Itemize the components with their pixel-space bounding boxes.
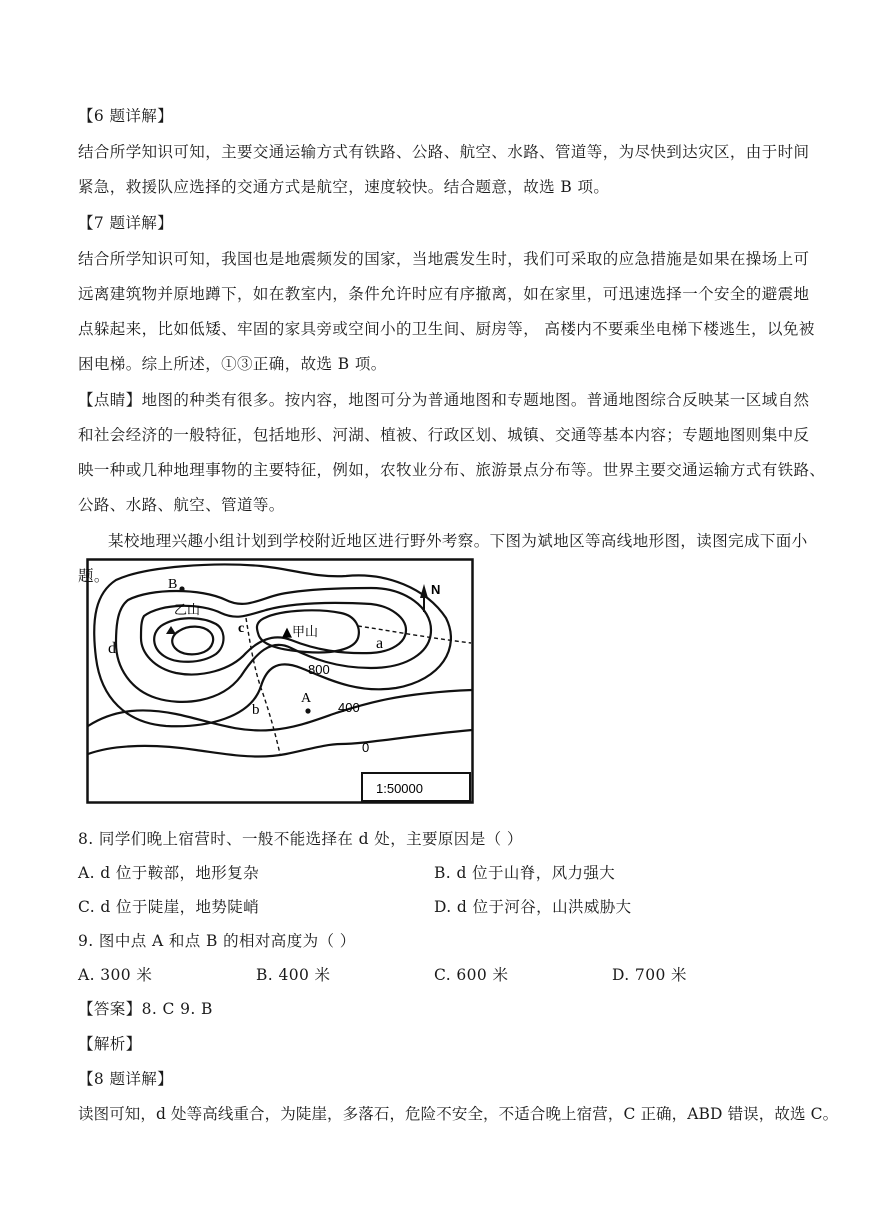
c-label: c — [238, 621, 245, 636]
line-3: 紧急，救援队应选择的交通方式是航空，速度较快。结合题意，故选 B 项。 — [78, 178, 610, 196]
line-7: 点躲起来，比如低矮、牢固的家具旁或空间小的卫生间、厨房等， 高楼内不要乘坐电梯下楼逃生，以免被 — [78, 320, 815, 338]
q9-option-b: B. 400 米 — [256, 966, 331, 984]
line-14: 题。 — [78, 567, 110, 585]
line-13: 某校地理兴趣小组计划到学校附近地区进行野外考察。下图为斌地区等高线地形图，读图完成下面小 — [108, 532, 808, 550]
line-6: 远离建筑物并原地蹲下，如在教室内，条件允许时应有序撤离，如在家里，可迅速选择一个安全的避震地 — [78, 285, 810, 303]
q8-stem: 8. 同学们晚上宿营时、一般不能选择在 d 处，主要原因是（ ） — [78, 830, 523, 848]
q8-option-a: A. d 位于鞍部，地形复杂 — [78, 864, 259, 882]
line-2: 结合所学知识可知，主要交通运输方式有铁路、公路、航空、水路、管道等，为尽快到达灾区，由于时间 — [78, 143, 810, 161]
a-label: a — [376, 635, 384, 652]
q8-option-b: B. d 位于山脊，风力强大 — [434, 864, 616, 882]
contour-800-label: 800 — [308, 662, 330, 677]
b-label: b — [252, 702, 260, 718]
point-b-label: B — [168, 577, 178, 592]
q8-option-c: C. d 位于陡崖，地势陡峭 — [78, 898, 260, 916]
answer-line: 【答案】8. C 9. B — [78, 1000, 213, 1018]
contour-0-label: 0 — [362, 740, 370, 755]
q8-detail-text: 读图可知，d 处等高线重合，为陡崖，多落石，危险不安全，不适合晚上宿营，C 正确，ABD 错误，故选 C。 — [78, 1105, 839, 1123]
line-1: 【6 题详解】 — [78, 107, 174, 125]
q9-option-c: C. 600 米 — [434, 966, 509, 984]
north-label: N — [431, 582, 441, 597]
line-8: 困电梯。综上所述，①③正确，故选 B 项。 — [78, 355, 387, 373]
mountain-jia-label: ▲甲山 — [282, 625, 318, 640]
line-10: 和社会经济的一般特征，包括地形、河湖、植被、行政区划、城镇、交通等基本内容；专题地图则集中反 — [78, 426, 810, 444]
line-12: 公路、水路、航空、管道等。 — [78, 496, 285, 514]
q9-stem: 9. 图中点 A 和点 B 的相对高度为（ ） — [78, 932, 356, 950]
line-9: 【点睛】地图的种类有很多。按内容，地图可分为普通地图和专题地图。普通地图综合反映某一区域自然 — [78, 391, 810, 409]
mountain-yi-label: 乙山 — [174, 603, 201, 618]
line-5: 结合所学知识可知，我国也是地震频发的国家，当地震发生时，我们可采取的应急措施是如果在操场上可 — [78, 250, 810, 268]
line-4: 【7 题详解】 — [78, 214, 174, 232]
line-11: 映一种或几种地理事物的主要特征，例如，农牧业分布、旅游景点分布等。世界主要交通运输方式有铁路、 — [78, 461, 826, 479]
contour-400-label: 400 — [338, 700, 360, 715]
analysis-heading: 【解析】 — [78, 1035, 142, 1053]
contour-map — [86, 558, 474, 804]
point-a-label: A — [301, 691, 312, 706]
q9-option-a: A. 300 米 — [78, 966, 153, 984]
d-label: d — [108, 640, 116, 657]
q9-option-d: D. 700 米 — [612, 966, 687, 984]
scale-label: 1:50000 — [376, 781, 423, 796]
q8-detail-heading: 【8 题详解】 — [78, 1070, 174, 1088]
q8-option-d: D. d 位于河谷，山洪威胁大 — [434, 898, 632, 916]
